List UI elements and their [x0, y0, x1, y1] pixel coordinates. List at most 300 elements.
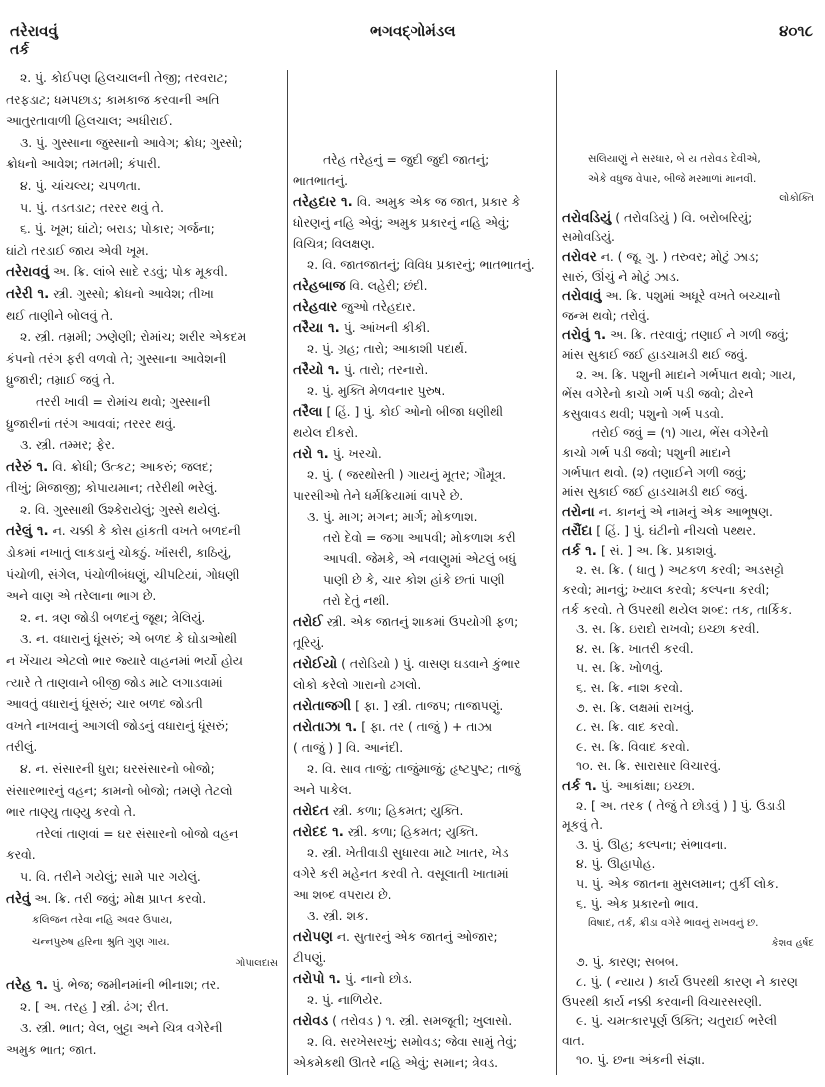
definition-text: ધોરણનું નહિ એવું; અમુક પ્રકારનું નહિ એવું; [293, 216, 510, 230]
definition-text: ૩. પું. માગ; મગન; માર્ગ; મોકળાશ. [307, 510, 478, 524]
definition-line [293, 171, 551, 192]
dictionary-entry [562, 522, 820, 542]
headword: તરેહદાર ૧. [293, 194, 353, 210]
definition-text: કરવો. [6, 848, 36, 863]
definition-line [293, 213, 551, 234]
definition-text: અ. ક્રિ. લાંબે સાદે રડવું; પોક મૂકવી. [53, 265, 228, 280]
dictionary-entry [293, 276, 551, 297]
definition-line [6, 781, 284, 803]
definition-text: જન્મ થવો; તરોવું. [562, 308, 650, 323]
definition-text: ૩. પું. ગુસ્સાના જુસ્સાનો આવેગ; ક્રોધ; ગુસ્સો; [20, 135, 243, 150]
definition-line [562, 561, 820, 581]
running-head-first-word: તરેરાવવું [10, 22, 58, 40]
definition-line [6, 241, 284, 263]
definition-line [293, 549, 551, 570]
definition-text: ચન્નપુરુષ હરિના શ્રુતિ ગુણ ગાય. [32, 935, 170, 948]
definition-text: ૩. ન. વધારાનું ધૂંસરું; એ બળદ કે ઘોડાઓથી [20, 632, 238, 647]
dictionary-entry [6, 975, 284, 997]
definition-text: તરફડાટ; ધમપછાડ; કામકાજ કરવાની અતિ [6, 92, 220, 107]
definition-text: ૨. પું. કોઈપણ હિલચાલની તેજી; તરવરાટ; [20, 71, 228, 85]
definition-text: ૨. સ. ક્રિ. ( ધાતુ ) અટકળ કરવી; અડસટ્ટો [576, 563, 784, 578]
definition-text: ૪. પું. ઊહાપોહ. [576, 857, 656, 872]
definition-text: ૧૦. પું. છના અંકની સંજ્ઞા. [576, 1053, 706, 1068]
definition-text: પું. આકાંક્ષા; ઇચ્છા. [600, 779, 695, 793]
dictionary-entry [562, 209, 820, 229]
definition-text: ભેંસ વગેરેનો કાચો ગર્ભ પડી જવો; ઢોરને [562, 387, 754, 402]
definition-text: વાત. [562, 1033, 585, 1048]
definition-text: સંસારભારનું વહન; કામનો બોજો; તમણે તેટલો [6, 783, 233, 798]
definition-line [562, 855, 820, 875]
definition-text: ધ્રુજારી; તમ્રાઈ જવું તે. [6, 373, 116, 388]
definition-line [293, 255, 551, 276]
definition-line [293, 150, 551, 171]
dictionary-entry [6, 521, 284, 543]
definition-line [562, 953, 820, 973]
definition-text: સ્ત્રી. ગુસ્સો; ક્રોધનો આવેશ; તીખા [53, 286, 214, 301]
headword: તરેહબાજ [293, 278, 346, 294]
definition-line [293, 1032, 551, 1053]
definition-text: ( તરોડિયો ) પું. વાસણ ઘડવાને કુંભાર [341, 657, 521, 671]
dictionary-entry [293, 801, 551, 822]
headword: તર્ક ૧. [562, 778, 597, 794]
headword: તરોતાઝા ૧. [293, 719, 358, 735]
running-head-last-word: તર્ક [10, 42, 30, 58]
definition-line [6, 997, 284, 1019]
definition-text: વખતે નાખવાનું આગલી જોડનું વધારાનું ધૂંસરું; [6, 718, 229, 733]
definition-line [6, 651, 284, 673]
definition-text: ( તરોવડિયું ) વિ. બરોબરિયું; [615, 210, 753, 225]
dictionary-entry [562, 777, 820, 797]
headword: તર્ક ૧. [562, 542, 597, 559]
definition-line [293, 633, 551, 654]
definition-line [293, 864, 551, 885]
definition-line [6, 90, 284, 112]
definition-text: ન. કાનનું એ નામનું એક આભૂષણ. [598, 504, 773, 519]
definition-line [562, 268, 820, 288]
definition-text: ૪. ન. સંસારની ધુરા; ઘરસંસારનો બોજો; [20, 762, 215, 776]
definition-line [293, 423, 551, 444]
definition-text: કેશવ હર્ષદ [771, 937, 814, 949]
definition-text: વિચિત્ર; વિલક્ષણ. [293, 237, 375, 251]
definition-line [6, 673, 284, 695]
definition-line [6, 543, 284, 565]
definition-text: ૩. સ્ત્રી. તમ્મર; ફેર. [20, 438, 116, 453]
definition-line [6, 824, 284, 846]
headword: તરૈયો ૧. [293, 362, 340, 378]
definition-line [6, 198, 284, 220]
definition-line [6, 327, 284, 349]
definition-text: ન. ( જૂ. ગુ. ) તરુવર; મોટું ઝાડ; [600, 249, 760, 264]
headword: તરૈયા ૧. [293, 320, 340, 336]
headword: તરેહ ૧. [6, 976, 48, 993]
definition-line [562, 581, 820, 601]
definition-text: ૬. પું. એક પ્રકારનો ભાવ. [576, 896, 699, 911]
definition-text: એકમેકથી ઊતરે નહિ એવું; સમાન; ત્રેવડ. [293, 1056, 499, 1070]
definition-text: તીખું; મિજાજી; કોપાયમાન; તરેરીથી ભરેલું. [6, 481, 218, 496]
definition-line [293, 381, 551, 402]
definition-line [562, 757, 820, 777]
definition-text: જુઓ તરેહદાર. [341, 300, 416, 314]
quotation-line [562, 170, 820, 190]
definition-line [562, 640, 820, 660]
dictionary-entry [293, 654, 551, 675]
definition-text: ૨. પું. ગ્રહ; તારો; આકાશી પદાર્થ. [307, 342, 468, 356]
definition-text: ૨. [ અ. તરહ ] સ્ત્રી. ઢંગ; રીત. [20, 999, 169, 1014]
definition-text: ઉપરથી કાર્ય નક્કી કરવાની વિચારસરણી. [562, 994, 763, 1009]
definition-line [293, 507, 551, 528]
dictionary-entry [293, 297, 551, 318]
definition-line [293, 486, 551, 507]
definition-line [6, 435, 284, 457]
definition-line [562, 836, 820, 856]
definition-text: ૫. પું. તડતડાટ; તરરર થવું તે. [20, 200, 164, 215]
dictionary-entry [562, 326, 820, 346]
definition-line [293, 738, 551, 759]
dictionary-entry [293, 612, 551, 633]
quotation-line [6, 932, 284, 954]
headword: તરોવાવું [562, 288, 602, 305]
definition-line [6, 586, 284, 608]
definition-text: ૨. સ્ત્રી. તમ્રમી; ઝણેણી; રોમાંચ; શરીર એકદમ [20, 330, 247, 345]
definition-line [293, 885, 551, 906]
definition-text: ૪. પું. ચાંચલ્ય; ચપળતા. [20, 178, 141, 193]
definition-text: તરો દેતું નથી. [323, 594, 390, 608]
headword: તરોઈ [293, 614, 323, 630]
definition-text: કાચો ગર્ભ પડી જવો; પશુની માદાને [562, 445, 731, 460]
dictionary-entry [6, 262, 284, 284]
definition-text: ત્યારે તે તાણવાને બીજી જોડ માટે લગાડવામાં [6, 675, 223, 690]
dictionary-entry [293, 969, 551, 990]
definition-text: અને વાણ એ તરેલાના ભાગ છે. [6, 589, 157, 604]
headword: તરેરાવવું [6, 264, 50, 281]
definition-line [6, 629, 284, 651]
definition-text: [ સં. ] અ. ક્રિ. પ્રકાશવું. [600, 543, 717, 558]
headword: તરેવું [6, 890, 31, 907]
definition-text: આપવી. જેમકે, એ નવાણુમાં એટલું બધું [323, 552, 517, 566]
definition-text: [ હિં. ] પું. ઘંટીનો નીચલો પથ્થર. [596, 524, 757, 539]
definition-text: માંસ સુકાઈ જઈ હાડચામડી થઈ જવું. [562, 347, 748, 362]
definition-text: ૩. પું. ઊહ; કલ્પના; સંભાવના. [576, 837, 728, 852]
definition-text: પું. તારો; તરનારો. [343, 363, 429, 377]
book-title: ભગવદ્ગોમંડલ [370, 22, 456, 40]
column-left [6, 68, 284, 1061]
definition-line [562, 659, 820, 679]
definition-text: અને પાકેલ. [293, 783, 352, 797]
definition-text: તર્ક કરવો. તે ઉપરથી થયેલ શબ્દ: તક, તાર્કિક. [562, 602, 793, 617]
definition-text: ૬. પું. ખૂમ; ઘાંટો; બરાડ; પોકાર; ગર્જના; [20, 222, 215, 237]
headword: તરેલું ૧. [6, 523, 49, 540]
dictionary-entry [6, 284, 284, 306]
definition-text: તરોઈ જવું = (૧) ગાય, ભેંસ વગેરેનો [592, 426, 769, 441]
definition-line [293, 1053, 551, 1074]
quotation-line [562, 150, 820, 170]
definition-line [562, 718, 820, 738]
definition-line [562, 385, 820, 405]
definition-line [562, 993, 820, 1013]
definition-text: અમુક ભાત; જાત. [6, 1042, 97, 1057]
definition-text: આ શબ્દ વપરાય છે. [293, 888, 392, 902]
definition-line [562, 738, 820, 758]
definition-text: સલિયાણું ને સરધાર, બે ય તરોવડ દેવીએ, [588, 153, 761, 165]
definition-text: લોકોક્તિ [779, 193, 814, 205]
definition-text: અ. ક્રિ. પશુમાં અધૂરે વખતે બચ્ચાનો [605, 289, 781, 304]
dictionary-entry [293, 360, 551, 381]
definition-line [293, 591, 551, 612]
definition-text: આતુરતાવાળી હિલચાલ; અધીરાઈ. [6, 114, 173, 129]
definition-line [6, 176, 284, 198]
dictionary-entry [293, 318, 551, 339]
definition-text: ભાતભાતનું. [293, 174, 349, 188]
definition-line [562, 601, 820, 621]
definition-line [6, 370, 284, 392]
definition-text: ૩. સ. ક્રિ. ઇરાદો રાખવો; ઇચ્છા કરવી. [576, 622, 760, 637]
definition-text: થયેલ દીકરો. [293, 426, 359, 440]
definition-text: લોકો કરેલો ગારાનો ઢગલો. [293, 678, 422, 692]
definition-line [6, 608, 284, 630]
definition-line [293, 675, 551, 696]
definition-line [562, 679, 820, 699]
headword: તરેરી ૧. [6, 285, 50, 302]
definition-line [293, 465, 551, 486]
dictionary-entry [293, 192, 551, 213]
definition-text: ૨. પું. મુક્તિ મેળવનાર પુરુષ. [307, 384, 446, 398]
definition-text: સારું, ઊંચું ને મોટું ઝાડ. [562, 269, 680, 284]
definition-text: ન. ચક્કી કે કોસ હાંકતી વખતે બળદની [52, 524, 241, 539]
dictionary-entry [293, 444, 551, 465]
definition-line [562, 797, 820, 817]
quotation-attribution [562, 934, 820, 954]
dictionary-entry [293, 696, 551, 717]
headword: તરોતાજગી [293, 698, 352, 714]
headword: તરેરું ૧. [6, 458, 49, 475]
definition-line [6, 111, 284, 133]
definition-line [562, 1012, 820, 1032]
definition-text: ૯. પું. ચમત્કારપૂર્ણ ઉક્તિ; ચતુરાઈ ભરેલી [576, 1014, 778, 1029]
definition-text: વિ. ક્રોધી; ઉત્કટ; આકરું; જલદ; [52, 459, 213, 474]
column-divider [556, 70, 557, 1075]
definition-text: પંચોળી, સંગેલ, પંચોળીબંધણું, ચીપટિયાં, ગોધણી [6, 567, 240, 582]
definition-text: ( તાજું ) ] વિ. આનંદી. [293, 741, 404, 755]
definition-line [6, 154, 284, 176]
definition-line [562, 1032, 820, 1052]
definition-line [562, 875, 820, 895]
definition-line [6, 1018, 284, 1040]
definition-text: [ હિં. ] પું. કોઈ ઓનો બીજા ધણીથી [326, 405, 504, 419]
definition-text: આવતું વધારાનું ધૂંસરું; ચાર બળદ જોડતી [6, 697, 203, 712]
definition-text: ૫. સ. ક્રિ. ખોળવું. [576, 661, 664, 676]
definition-line [6, 392, 284, 414]
quotation-attribution [6, 953, 284, 975]
definition-text: ૭. પું. કારણ; સબબ. [576, 955, 679, 970]
definition-text: પું. ખરચો. [332, 447, 382, 461]
definition-line [6, 306, 284, 328]
definition-text: માંસ સુકાઈ જઈ હાડચામડી થઈ જવું. [562, 485, 748, 500]
dictionary-entry [6, 889, 284, 911]
headword: તરોદદ ૧. [293, 824, 344, 840]
definition-text: ૩. સ્ત્રી. શક. [307, 909, 369, 923]
definition-text: ૫. પું. એક જાતના મુસલમાન; તુર્કી લોક. [576, 876, 779, 891]
dictionary-entry [293, 1011, 551, 1032]
headword: તરેહવાર [293, 299, 338, 315]
dictionary-entry [293, 927, 551, 948]
dictionary-entry [562, 248, 820, 268]
definition-text: ૬. સ. ક્રિ. નાશ કરવો. [576, 681, 684, 696]
headword: તરોવર [562, 248, 597, 265]
definition-text: સ્ત્રી. કળા; હિકમત; યુક્તિ. [347, 825, 479, 839]
definition-line [6, 349, 284, 371]
quotation-attribution [562, 189, 820, 209]
definition-line [562, 483, 820, 503]
definition-text: તરેલાં તાણવાં = ઘર સંસારનો બોજો વહન [36, 826, 239, 841]
definition-line [6, 133, 284, 155]
definition-text: વિ. અમુક એક જ જાત, પ્રકાર કે [356, 195, 521, 209]
definition-line [562, 366, 820, 386]
quotation-line [6, 910, 284, 932]
headword: તરોવડિયું [562, 209, 612, 226]
definition-text: [ ફા. ] સ્ત્રી. તાજપ; તાજાપણું. [355, 699, 504, 713]
definition-line [6, 694, 284, 716]
definition-line [293, 990, 551, 1011]
definition-text: વિષાદ, તર્ક, ક્રીડા વગેરે ભાવનું રાખવનું છ. [588, 917, 759, 930]
definition-text: સ્ત્રી. એક જાતનું શાકમાં ઉપયોગી ફળ; [326, 615, 519, 629]
headword: તરોવડ [293, 1013, 329, 1029]
definition-text: તરરી ખાવી = રોમાંચ થવો; ગુસ્સાની [36, 394, 211, 409]
definition-text: ડોકમાં નખાતું લાકડાનું ચોકઠું. ખૉંસરી, કાઠિયું, [6, 546, 232, 561]
definition-text: તરેહ તરેહનું = જુદી જુદી જાતનું; [323, 153, 490, 167]
definition-text: અ. ક્રિ. તરવાવું; તણાઈ ને ગળી જવું; [610, 328, 789, 343]
definition-line [562, 424, 820, 444]
definition-line [562, 307, 820, 327]
definition-line [6, 500, 284, 522]
definition-line [562, 699, 820, 719]
definition-line [6, 802, 284, 824]
definition-text: ૯. સ. ક્રિ. વિવાદ કરવો. [576, 739, 690, 754]
definition-line [562, 895, 820, 915]
definition-text: ૮. સ. ક્રિ. વાદ કરવો. [576, 720, 679, 735]
definition-text: ( તરોવડ ) ૧. સ્ત્રી. સમજૂતી; ખુલાસો. [332, 1014, 513, 1028]
column-right [562, 150, 820, 1071]
definition-text: સમોવડિયું. [562, 230, 615, 245]
definition-text: થઈ તાણીને બોલવું તે. [6, 308, 114, 323]
definition-text: ૨. અ. ક્રિ. પશુની માદાને ગર્ભપાત થવો; ગાય, [576, 367, 796, 382]
definition-text: ૨. પું. ( જરથોસ્તી ) ગાયનું મૂતર; ગૌમૂત્ર. [307, 468, 507, 482]
definition-line [562, 973, 820, 993]
definition-line [562, 620, 820, 640]
definition-line [293, 570, 551, 591]
definition-text: ઘાંટો તરડાઈ જાય એવી ખૂમ. [6, 243, 149, 258]
definition-text: એકે વધુજ વેપાર, બીજે મરમાળાં માનવી. [588, 172, 757, 185]
definition-text: ભાર તાણ્યુ તાણ્યુ કરવો તે. [6, 805, 136, 820]
definition-text: કલિજન તરેવા નહિ અવર ઉપાય, [32, 914, 173, 927]
column-divider [287, 70, 288, 1075]
definition-text: ૪. સ. ક્રિ. ખાતરી કરવી. [576, 641, 694, 656]
definition-line [6, 478, 284, 500]
definition-line [293, 528, 551, 549]
definition-text: ક્રોધનો આવેશ; તમતમી; કંપારી. [6, 157, 161, 172]
definition-text: ૨. વિ. સરખેસરખું; સમોવડ; જેવા સામું તેવું; [307, 1035, 518, 1049]
definition-text: ૨. વિ. ગુસ્સાથી ઉશ્કેરાયેલું; ગુસ્સે થયેલું. [20, 502, 221, 517]
definition-text: ન. સુતારનું એક જાતનું ઓજાર; [336, 930, 498, 944]
definition-text: વગેરે કરી મહેનત કરવી તે. વસૂલાતી ખાતામાં [293, 867, 509, 881]
definition-line [293, 759, 551, 780]
definition-text: ૨. [ અ. તરક ( તેજું તે છોડવું ) ] પું. ઉડાડી [576, 798, 786, 813]
definition-line [6, 565, 284, 587]
definition-line [293, 339, 551, 360]
definition-text: ૮. પું. ( ન્યાય ) કાર્ય ઉપરથી કારણ ને કારણ [576, 974, 798, 989]
definition-line [6, 737, 284, 759]
headword: તરોના [562, 503, 595, 520]
definition-text: પું. આંખની કીકી. [343, 321, 431, 335]
dictionary-entry [562, 542, 820, 562]
definition-text: ગોપાલદાસ [235, 958, 278, 970]
definition-text: તરો દેવો = જગા આપવી; મોકળાશ કરી [323, 531, 516, 545]
definition-text: ૨. વિ. જાતજાતનું; વિવિધ પ્રકારનું; ભાતભાતનું. [307, 258, 535, 272]
definition-line [6, 1040, 284, 1062]
definition-text: [ ફા. તર ( તાજું ) + તાઝા [361, 720, 493, 734]
dictionary-entry [6, 457, 284, 479]
definition-line [562, 444, 820, 464]
definition-text: ૨. વિ. સાવ તાજું; તાજુંમાજું; હૃષ્ટપુષ્ટ; તાજું [307, 762, 521, 776]
definition-text: સ્ત્રી. કળા; હિકમત; યુક્તિ. [332, 804, 464, 818]
definition-line [562, 1051, 820, 1071]
definition-text: ૨. સ્ત્રી. ખેતીવાડી સુધારવા માટે ખાતર, ખેડ [307, 846, 509, 860]
definition-text: તરીલું. [6, 740, 38, 755]
definition-line [562, 405, 820, 425]
definition-text: અ. ક્રિ. તરી જવું; મોક્ષ પ્રાપ્ત કરવો. [34, 891, 207, 906]
definition-line [293, 234, 551, 255]
definition-line [6, 68, 284, 90]
definition-line [293, 906, 551, 927]
definition-text: ન ખેંચાય એટલો ભાર જ્યારે વાહનમાં ભર્યો હોય [6, 654, 243, 669]
definition-line [293, 780, 551, 801]
definition-line [6, 414, 284, 436]
page-number: ૪૦૧૮ [779, 22, 813, 40]
headword: તરૈલા [293, 404, 323, 420]
definition-text: તૂરિયું. [293, 636, 325, 650]
definition-text: પાણી છે કે, ચાર કોશ હાંકે છતાં પાણી [323, 573, 505, 587]
definition-line [6, 716, 284, 738]
definition-line [293, 843, 551, 864]
definition-line [6, 845, 284, 867]
definition-line [6, 219, 284, 241]
definition-text: પું. નાનો છોડ. [344, 972, 413, 986]
definition-text: કસુવાવડ થવી; પશુનો ગર્ભ પડવો. [562, 406, 725, 421]
dictionary-entry [293, 822, 551, 843]
headword: તરો ૧. [293, 446, 329, 462]
definition-text: ૨. ન. ત્રણ જોડી બળદનું જૂથ; ત્રેલિયું. [20, 610, 206, 625]
definition-text: ૧૦. સ. ક્રિ. સારાસાર વિચારવું. [576, 759, 722, 774]
definition-text: ૫. વિ. તરીને ગયેલું; સામે પાર ગયેલું. [20, 869, 201, 884]
definition-text: મૂકવું તે. [562, 818, 603, 833]
dictionary-entry [562, 503, 820, 523]
headword: તરોઈયો [293, 656, 338, 672]
definition-line [562, 464, 820, 484]
quotation-line [562, 914, 820, 934]
definition-text: ૩. સ્ત્રી. ભાત; વેલ, બુટ્ટા અને ચિત્ર વગેરેની [20, 1021, 223, 1036]
definition-line [293, 948, 551, 969]
definition-text: ટીપણું. [293, 951, 327, 965]
definition-line [562, 346, 820, 366]
headword: તરૌંદા [562, 523, 593, 540]
definition-text: કરવો; માનવું; ખ્યાલ કરવો; કલ્પના કરવી; [562, 583, 770, 598]
dictionary-entry [293, 717, 551, 738]
headword: તરોપણ [293, 929, 333, 945]
definition-text: પું. ભેજ; જમીનમાંની ભીનાશ; તર. [51, 977, 221, 992]
dictionary-entry [293, 402, 551, 423]
definition-text: ૭. સ. ક્રિ. લક્ષમાં રાખવું. [576, 700, 695, 715]
definition-text: ધ્રુજારીનાં તરંગ આવવાં; તરરર થવું. [6, 416, 177, 431]
definition-line [562, 816, 820, 836]
